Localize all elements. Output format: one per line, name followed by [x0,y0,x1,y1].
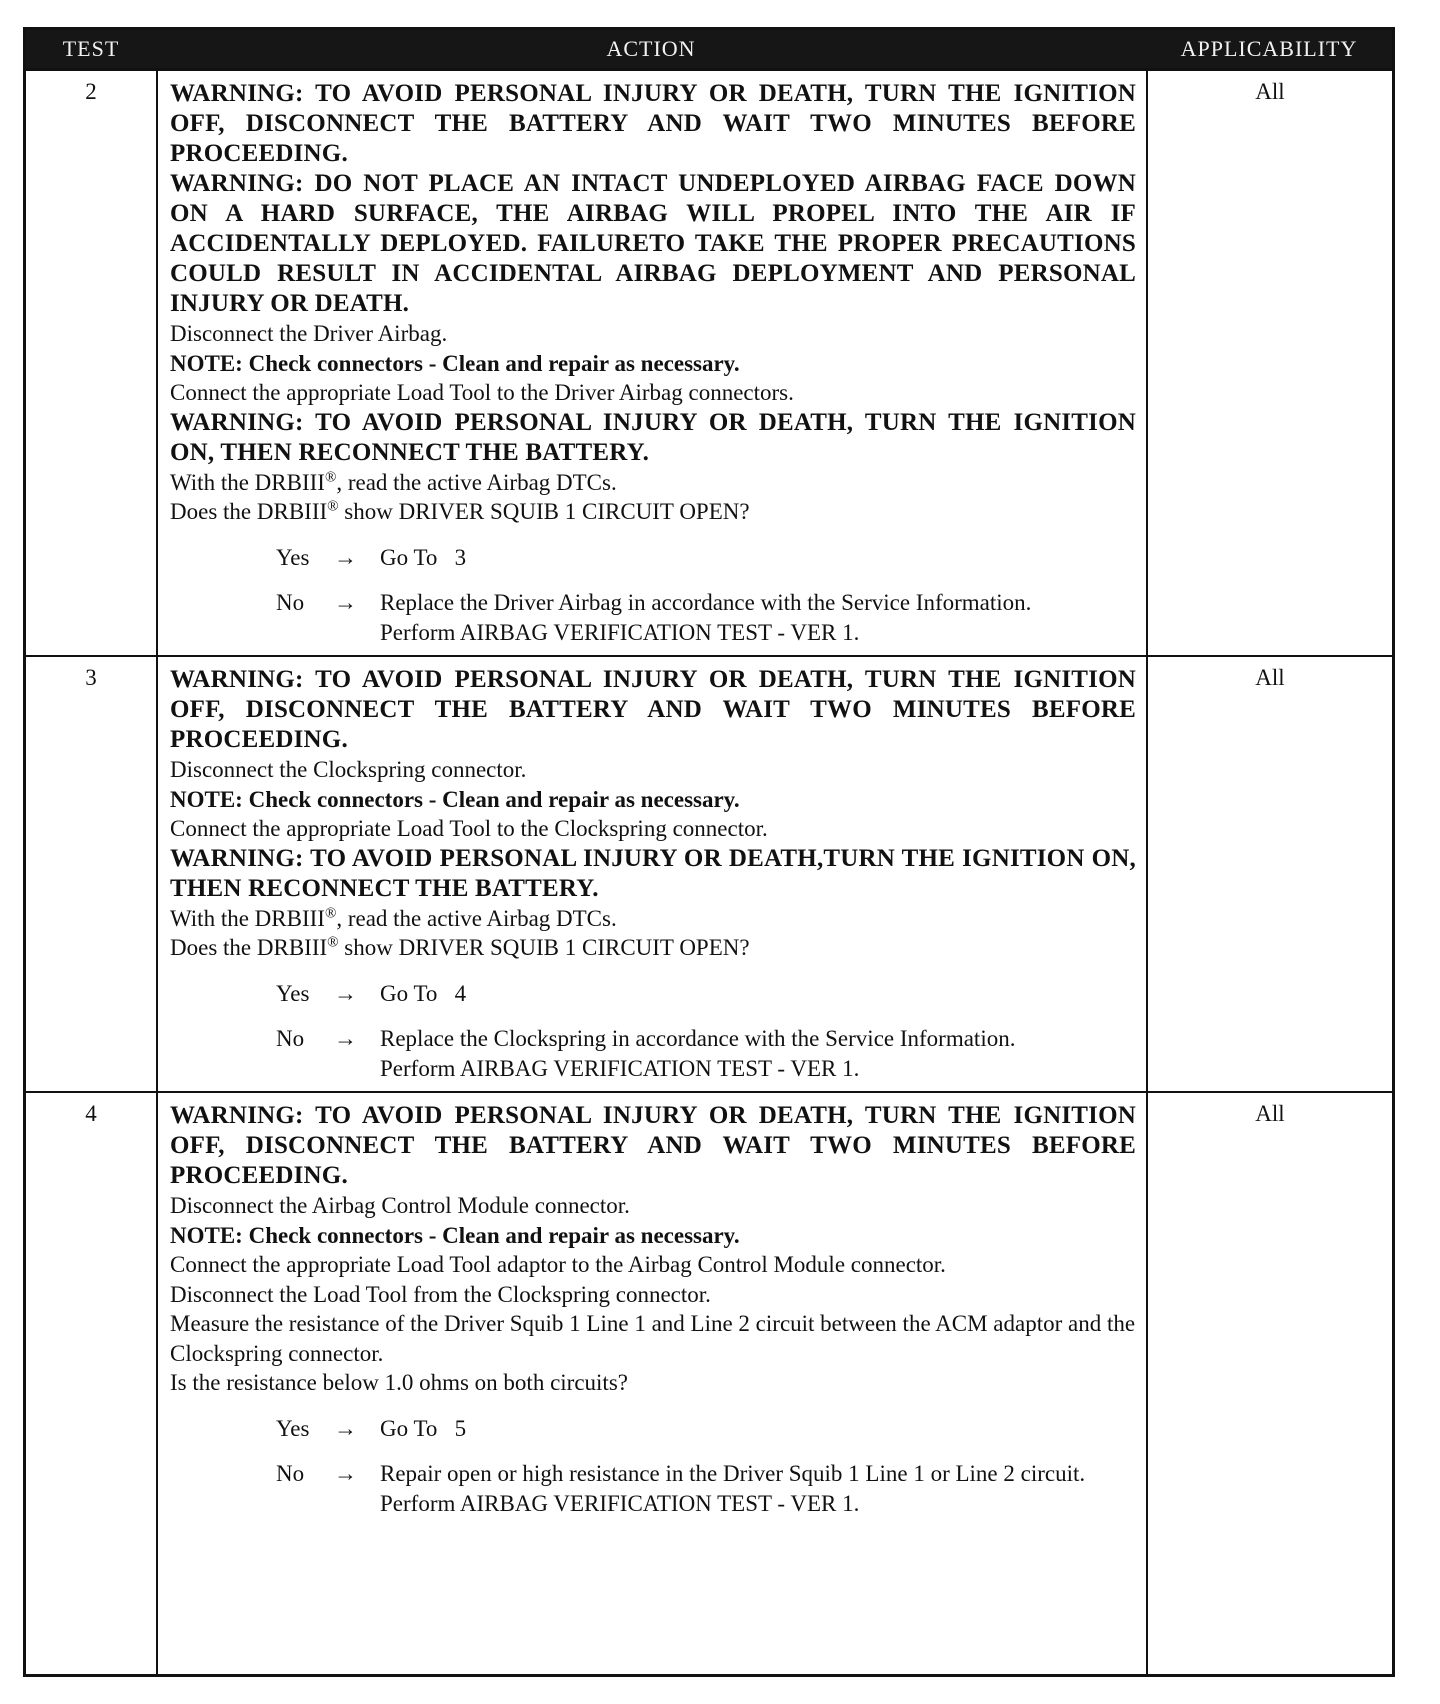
applicability-value: All [1255,1101,1285,1126]
outcome-text: Go To 5 [380,1415,467,1441]
step-text [170,904,1136,934]
note-text: NOTE: Check connectors - Clean and repair as necessary. [170,1222,740,1248]
registered-mark: ® [324,904,337,921]
outcome-label: No [276,1026,305,1051]
table-header [26,30,1392,71]
outcome-label: No [276,1461,305,1486]
question-part: Does the DRBIII [170,499,328,524]
applicability-value: All [1255,665,1285,690]
test-number: 2 [26,71,158,655]
header-applicability: APPLICABILITY [1180,36,1358,61]
arrow-icon: → [334,590,357,615]
question-text [170,497,1136,527]
test-number: 4 [26,1093,158,1674]
step-text-part: , read the active Airbag DTCs. [336,469,617,495]
note-text: NOTE: Check connectors - Clean and repair as necessary. [170,350,740,376]
action-cell [158,71,1148,655]
table-row-test-4 [26,1093,1392,1674]
step-text: Disconnect the Driver Airbag. [170,321,448,346]
arrow-icon: → [334,1026,357,1051]
outcome-yes [276,1414,1136,1444]
warning-text: WARNING: TO AVOID PERSONAL INJURY OR DEATH, TURN THE IGNITION OFF, DISCONNECT THE BATTERY AND WAIT TWO MINUTES BEFORE PROCEEDING. [170,80,1136,167]
note-text: NOTE: Check connectors - Clean and repair as necessary. [170,786,740,812]
outcome-text: Go To 3 [380,544,467,570]
warning-text: WARNING: TO AVOID PERSONAL INJURY OR DEATH, TURN THE IGNITION OFF, DISCONNECT THE BATTERY AND WAIT TWO MINUTES BEFORE PROCEEDING. [170,1102,1136,1189]
outcome-label: Yes [276,1415,310,1441]
outcome-text: Replace the Driver Airbag in accordance with the Service Information. [380,590,1032,615]
step-text-part: , read the active Airbag DTCs. [336,905,617,931]
outcome-yes [276,543,1136,573]
warning-text: WARNING: DO NOT PLACE AN INTACT UNDEPLOYED AIRBAG FACE DOWN ON A HARD SURFACE, THE AIRBAG WILL PROPEL INTO THE AIR IF ACCIDENTALLY DEPLOYED. FAILURETO TAKE THE PROPER PRECAUTIONS COULD RESULT IN ACCIDENTAL AIRBAG DEPLOYMENT AND PERSONAL INJURY OR DEATH. [170,170,1136,317]
question-text: Is the resistance below 1.0 ohms on both circuits? [170,1370,628,1395]
outcome-label: Yes [276,980,310,1006]
perform-text: Perform AIRBAG VERIFICATION TEST - VER 1. [380,619,860,645]
outcome-no [276,1024,1136,1083]
applicability-value: All [1255,79,1285,104]
perform-text: Perform AIRBAG VERIFICATION TEST - VER 1. [380,1490,860,1516]
step-text: Disconnect the Clockspring connector. [170,757,527,782]
action-cell [158,1093,1148,1674]
warning-text: WARNING: TO AVOID PERSONAL INJURY OR DEATH, TURN THE IGNITION OFF, DISCONNECT THE BATTERY AND WAIT TWO MINUTES BEFORE PROCEEDING. [170,666,1136,753]
registered-mark: ® [324,468,337,485]
table-row-test-2 [26,71,1392,657]
arrow-icon: → [334,1415,357,1441]
step-text: Connect the appropriate Load Tool to the Driver Airbag connectors. [170,380,794,405]
registered-mark: ® [327,934,339,951]
step-text: Disconnect the Airbag Control Module connector. [170,1193,630,1218]
outcomes [276,543,1136,648]
outcome-text: Go To 4 [380,980,467,1006]
warning-text: WARNING: TO AVOID PERSONAL INJURY OR DEATH,TURN THE IGNITION ON, THEN RECONNECT THE BATTERY. [170,844,1136,902]
outcomes [276,979,1136,1084]
outcome-yes [276,979,1136,1009]
warning-text: WARNING: TO AVOID PERSONAL INJURY OR DEATH, TURN THE IGNITION ON, THEN RECONNECT THE BATTERY. [170,408,1136,466]
step-text: Connect the appropriate Load Tool to the Clockspring connector. [170,816,768,841]
step-text-part: With the DRBIII [170,469,325,495]
arrow-icon: → [334,544,357,570]
step-text: Connect the appropriate Load Tool adaptor to the Airbag Control Module connector. [170,1252,946,1277]
step-text-part: With the DRBIII [170,905,325,931]
outcome-no [276,1459,1136,1518]
question-part: show DRIVER SQUIB 1 CIRCUIT OPEN? [338,499,750,524]
outcome-body [380,588,1136,647]
step-text [170,468,1136,498]
table-row-test-3 [26,657,1392,1093]
outcomes [276,1414,1136,1519]
arrow-icon: → [334,980,357,1006]
outcome-body [380,1024,1136,1083]
action-cell [158,657,1148,1091]
outcome-no [276,588,1136,647]
question-part: show DRIVER SQUIB 1 CIRCUIT OPEN? [338,935,750,960]
perform-text: Perform AIRBAG VERIFICATION TEST - VER 1. [380,1055,860,1081]
diagnostic-table [23,27,1395,1677]
outcome-label: No [276,590,305,615]
outcome-text: Replace the Clockspring in accordance with the Service Information. [380,1026,1016,1051]
outcome-text: Repair open or high resistance in the Driver Squib 1 Line 1 or Line 2 circuit. [380,1461,1086,1486]
outcome-label: Yes [276,544,310,570]
question-part: Does the DRBIII [170,935,328,960]
outcome-body [380,1459,1136,1518]
registered-mark: ® [327,498,339,515]
step-text: Disconnect the Load Tool from the Clockspring connector. [170,1281,711,1307]
test-number: 3 [26,657,158,1091]
header-test: TEST [62,36,120,61]
step-text: Measure the resistance of the Driver Squib 1 Line 1 and Line 2 circuit between the ACM adaptor and the Clockspring connector. [170,1311,1136,1366]
arrow-icon: → [334,1461,357,1486]
header-action: ACTION [606,36,696,61]
question-text [170,933,1136,963]
